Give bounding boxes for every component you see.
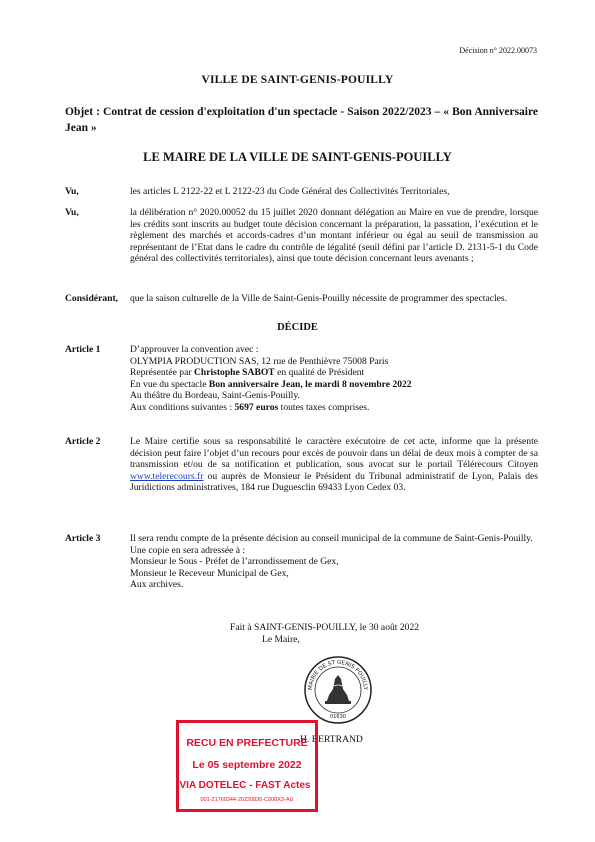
article-label: Article 1 bbox=[65, 344, 101, 355]
article-3-recipient: Monsieur le Receveur Municipal de Gex, bbox=[130, 567, 289, 579]
seal-code: 01630 bbox=[330, 714, 346, 720]
signature-block bbox=[230, 622, 419, 646]
article-label: Article 3 bbox=[65, 533, 101, 544]
signatory-role: Le Maire, bbox=[262, 634, 300, 645]
article-1-conditions: Aux conditions suivantes : 5697 euros toutes taxes comprises. bbox=[130, 401, 370, 413]
article-1-company: OLYMPIA PRODUCTION SAS, 12 rue de Penthièvre 75008 Paris bbox=[130, 355, 389, 367]
stamp-reference: 001-21760344-20220830-C000X3-AU bbox=[200, 797, 294, 803]
article-1-show: En vue du spectacle Bon anniversaire Jean, le mardi 8 novembre 2022 bbox=[130, 378, 412, 390]
visa-text: la délibération n° 2020.00052 du 15 juillet 2020 donnant délégation au Maire en vue de prendre, lorsque les crédits sont inscrits au budget toute décision concernant la préparation, la passation, l’exécution et le règlement des marchés et accords-cadres d’un montant inférieur ou égal au seuil de transmission au représentant de l’Etat dans le cadre du contrôle de légalité (seuil défini par l’article D. 2131-5-1 du Code général des collectivités territoriales), ainsi que toute décision concernant leurs avenants ; bbox=[130, 207, 538, 265]
article-3-recipient: Aux archives. bbox=[130, 579, 184, 591]
show-name: Bon anniversaire Jean bbox=[208, 378, 301, 390]
stamp-received: RECU EN PREFECTURE bbox=[186, 737, 308, 749]
subject-line: Objet : Contrat de cession d'exploitation d'un spectacle - Saison 2022/2023 – « Bon Anniversaire Jean » bbox=[65, 106, 538, 134]
mayor-title: LE MAIRE DE LA VILLE DE SAINT-GENIS-POUILLY bbox=[143, 150, 452, 164]
place-date: Fait à SAINT-GENIS-POUILLY, le 30 août 2022 bbox=[230, 622, 420, 633]
considering-item bbox=[65, 293, 538, 305]
stamp-channel: VIA DOTELEC - FAST Actes bbox=[179, 780, 311, 791]
visa-item bbox=[65, 186, 538, 198]
stamp-date: Le 05 septembre 2022 bbox=[192, 759, 302, 771]
seal-text: MAIRIE DE ST GENIS POUILLY bbox=[307, 659, 369, 691]
prefecture-stamp bbox=[176, 720, 318, 812]
article-1-intro: D’approuver la convention avec : bbox=[130, 344, 259, 355]
visa-item bbox=[65, 207, 538, 265]
article-3 bbox=[65, 533, 538, 591]
representative-name: Christophe SABOT bbox=[193, 367, 275, 379]
article-label: Article 2 bbox=[65, 436, 101, 447]
article-2-text: Le Maire certifie sous sa responsabilité le caractère exécutoire de cet acte, informe que la présente décision peut faire l’objet d’un recours pour excès de pouvoir dans un délai de deux mois à compter de sa transmission et/ou de sa notification et publication, sous avocat sur le portail Télérecours Citoyen www.telerecours.fr ou auprès de Monsieur le Président du Tribunal administratif de Lyon, Palais des Juridictions administratives, 184 rue Duguesclin 69433 Lyon Cedex 03. bbox=[130, 436, 538, 494]
telerecours-link[interactable]: www.telerecours.fr bbox=[130, 470, 204, 482]
signer-name: H. BERTRAND bbox=[300, 734, 363, 745]
article-3-recipient: Monsieur le Sous - Préfet de l’arrondissement de Gex, bbox=[130, 556, 339, 568]
mairie-seal bbox=[303, 655, 373, 725]
article-1-venue: Au théâtre du Bordeau, Saint-Genis-Pouilly. bbox=[130, 390, 300, 402]
considering-label: Considérant, bbox=[65, 293, 119, 304]
visa-text: les articles L 2122-22 et L 2122-23 du Code Général des Collectivités Territoriales, bbox=[130, 186, 450, 197]
visa-label: Vu, bbox=[65, 186, 79, 197]
city-title: VILLE DE SAINT-GENIS-POUILLY bbox=[201, 74, 394, 86]
amount: 5697 euros bbox=[234, 401, 279, 413]
decide-heading: DÉCIDE bbox=[277, 322, 318, 333]
article-3-text: Il sera rendu compte de la présente décision au conseil municipal de la commune de Saint-Genis-Pouilly. bbox=[130, 533, 533, 544]
article-2 bbox=[65, 436, 538, 494]
article-3-copy: Une copie en sera adressée à : bbox=[130, 544, 246, 556]
article-1 bbox=[65, 344, 538, 414]
considering-text: que la saison culturelle de la Ville de Saint-Genis-Pouilly nécessite de programmer des spectacles. bbox=[130, 293, 508, 304]
decision-number: Décision n° 2022.00073 bbox=[459, 46, 537, 55]
visa-label: Vu, bbox=[65, 207, 79, 218]
article-1-representative: Représentée par Christophe SABOT en qualité de Président bbox=[130, 367, 365, 379]
